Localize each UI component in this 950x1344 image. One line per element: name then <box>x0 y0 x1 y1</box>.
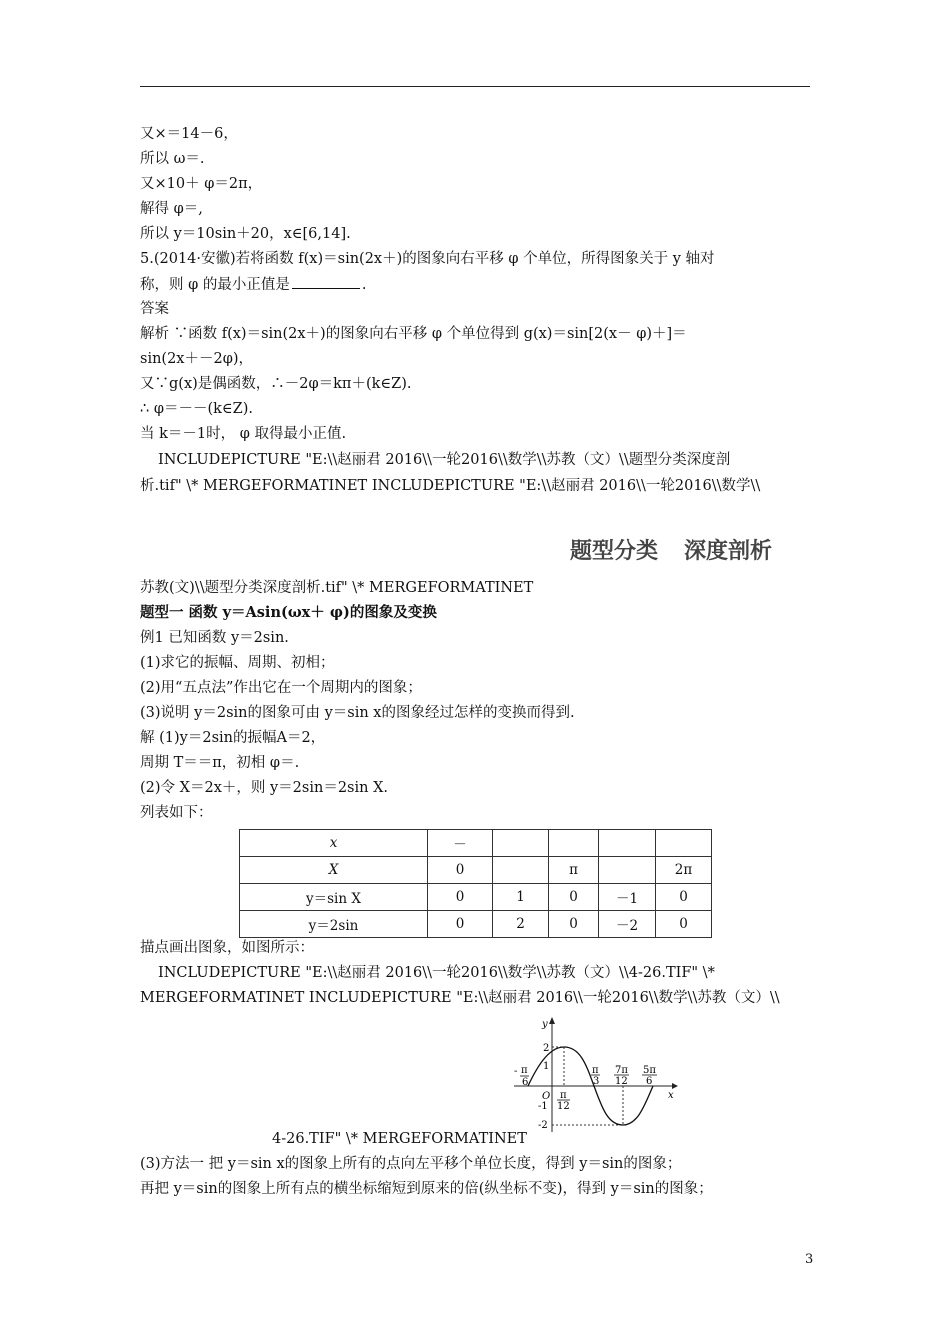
section-heading-left: 题型分类 <box>570 539 659 564</box>
topic-title: 题型一 函数 y＝Asin(ωx＋ φ)的图象及变换 <box>140 604 437 621</box>
analysis-line: 解析 ∵函数 f(x)＝sin(2x＋)的图象向右平移 φ 个单位得到 g(x)＝sin[2(x－ φ)＋]＝ <box>140 326 687 342</box>
problem5-line1: 5.(2014·安徽)若将函数 f(x)＝sin(2x＋)的图象向右平移 φ 个单位，所得图象关于 y 轴对 <box>140 251 715 267</box>
include-field-code: MERGEFORMATINET INCLUDEPICTURE "E:\\赵丽君 2016\\一轮2016\\数学\\苏教（文）\\ <box>140 990 780 1006</box>
tick-7pi-12 <box>614 1065 629 1087</box>
header-rule <box>140 86 810 87</box>
table-row <box>240 911 712 938</box>
text-line: 又×10＋ φ＝2π， <box>140 176 263 192</box>
tick-den: 3 <box>593 1076 600 1087</box>
include-field-code: 析.tif" \* MERGEFORMATINET INCLUDEPICTURE "E:\\赵丽君 2016\\一轮2016\\数学\\ <box>140 478 761 494</box>
table-cell: 0 <box>428 857 493 884</box>
y-tick-2: 2 <box>543 1043 550 1054</box>
solution-line: (2)令 X＝2x＋，则 y＝2sin＝2sin X. <box>140 780 389 796</box>
table-cell <box>599 830 656 857</box>
table-row <box>240 857 712 884</box>
text-line: 所以 y＝10sin＋20，x∈[6,14]. <box>140 226 351 242</box>
problem5-line2 <box>140 274 366 295</box>
table-cell: 0 <box>656 884 712 911</box>
tick-den: 12 <box>615 1076 628 1087</box>
table-cell <box>549 830 599 857</box>
solution-line: 周期 T＝＝π，初相 φ＝. <box>140 755 300 771</box>
analysis-line: ∴ φ＝－－(k∈Z). <box>140 401 254 417</box>
x-axis-label: x <box>668 1090 674 1101</box>
text-line: 解得 φ＝, <box>140 201 203 217</box>
tick-pi-3 <box>591 1065 600 1087</box>
answer-label: 答案 <box>140 301 169 317</box>
include-field-code: INCLUDEPICTURE "E:\\赵丽君 2016\\一轮2016\\数学\\苏教（文）\\题型分类深度剖 <box>158 452 731 468</box>
value-table <box>239 829 712 938</box>
table-cell <box>656 830 712 857</box>
section-heading <box>570 534 772 565</box>
table-cell: π <box>549 857 599 884</box>
include-field-code-end: 4-26.TIF" \* MERGEFORMATINET <box>272 1131 527 1147</box>
tick-num: 7π <box>615 1065 628 1076</box>
table-cell: 1 <box>493 884 549 911</box>
table-cell <box>493 857 549 884</box>
table-cell: 0 <box>428 884 493 911</box>
problem5-stem: 称，则 φ 的最小正值是 <box>140 277 290 293</box>
table-cell: 2π <box>656 857 712 884</box>
table-cell: －1 <box>599 884 656 911</box>
after-table-text: 描点画出图象，如图所示： <box>140 940 314 956</box>
table-cell: 0 <box>549 911 599 938</box>
table-cell: 0 <box>656 911 712 938</box>
tick-num: π <box>592 1065 599 1076</box>
y-tick-1: 1 <box>543 1061 550 1072</box>
tick-den: 6 <box>522 1077 529 1088</box>
page-number: 3 <box>805 1252 814 1267</box>
table-cell: 0 <box>549 884 599 911</box>
table-cell: X <box>240 857 428 884</box>
table-cell <box>599 857 656 884</box>
solution-line: 解 (1)y＝2sin的振幅A＝2， <box>140 730 326 746</box>
problem5-stem-end: . <box>361 277 367 293</box>
tick-5pi-6 <box>642 1065 657 1087</box>
tick-num: π <box>560 1090 567 1101</box>
table-cell: － <box>428 830 493 857</box>
tick-den: 6 <box>646 1076 653 1087</box>
method-line: 再把 y＝sin的图象上所有点的横坐标缩短到原来的倍(纵坐标不变)，得到 y＝sin的图象； <box>140 1181 713 1197</box>
tick-neg-pi-6 <box>514 1065 529 1088</box>
text-line: 所以 ω＝. <box>140 151 205 167</box>
section-heading-right: 深度剖析 <box>684 539 773 564</box>
example-line: (2)用“五点法”作出它在一个周期内的图象； <box>140 680 422 696</box>
solution-line: 列表如下： <box>140 805 213 821</box>
tick-num: 5π <box>643 1065 656 1076</box>
tick-num: π <box>521 1065 528 1076</box>
tick-sign: - <box>514 1066 518 1077</box>
include-field-code-end: 苏教(文)\\题型分类深度剖析.tif" \* MERGEFORMATINET <box>140 580 534 596</box>
table-row <box>240 830 712 857</box>
table-cell: y＝2sin <box>240 911 428 938</box>
include-field-code: INCLUDEPICTURE "E:\\赵丽君 2016\\一轮2016\\数学\\苏教（文）\\4-26.TIF" \* <box>158 965 715 981</box>
table-row <box>240 884 712 911</box>
tick-pi-12 <box>557 1090 570 1112</box>
table-cell: －2 <box>599 911 656 938</box>
analysis-line: 又∵g(x)是偶函数，∴－2φ＝kπ＋(k∈Z). <box>140 376 412 392</box>
y-tick-m2: -2 <box>538 1120 548 1131</box>
sine-graph <box>512 1016 682 1136</box>
y-axis <box>549 1017 555 1132</box>
table-cell: 0 <box>428 911 493 938</box>
example-line: 例1 已知函数 y＝2sin. <box>140 630 289 646</box>
table-cell: 2 <box>493 911 549 938</box>
text-line: 又×＝14－6， <box>140 126 238 142</box>
table-cell: x <box>240 830 428 857</box>
answer-blank <box>292 274 360 289</box>
y-tick-m1: -1 <box>538 1101 548 1112</box>
analysis-line: sin(2x＋－2φ)， <box>140 351 254 367</box>
tick-den: 12 <box>557 1101 570 1112</box>
method-line: (3)方法一 把 y＝sin x的图象上所有的点向左平移个单位长度，得到 y＝sin的图象； <box>140 1156 682 1172</box>
table-cell <box>493 830 549 857</box>
y-axis-label: y <box>542 1019 548 1030</box>
origin-label: O <box>542 1091 551 1102</box>
example-line: (1)求它的振幅、周期、初相； <box>140 655 335 671</box>
table-cell: y＝sin X <box>240 884 428 911</box>
example-line: (3)说明 y＝2sin的图象可由 y＝sin x的图象经过怎样的变换而得到. <box>140 705 575 721</box>
analysis-line: 当 k＝－1时， φ 取得最小正值. <box>140 426 347 442</box>
